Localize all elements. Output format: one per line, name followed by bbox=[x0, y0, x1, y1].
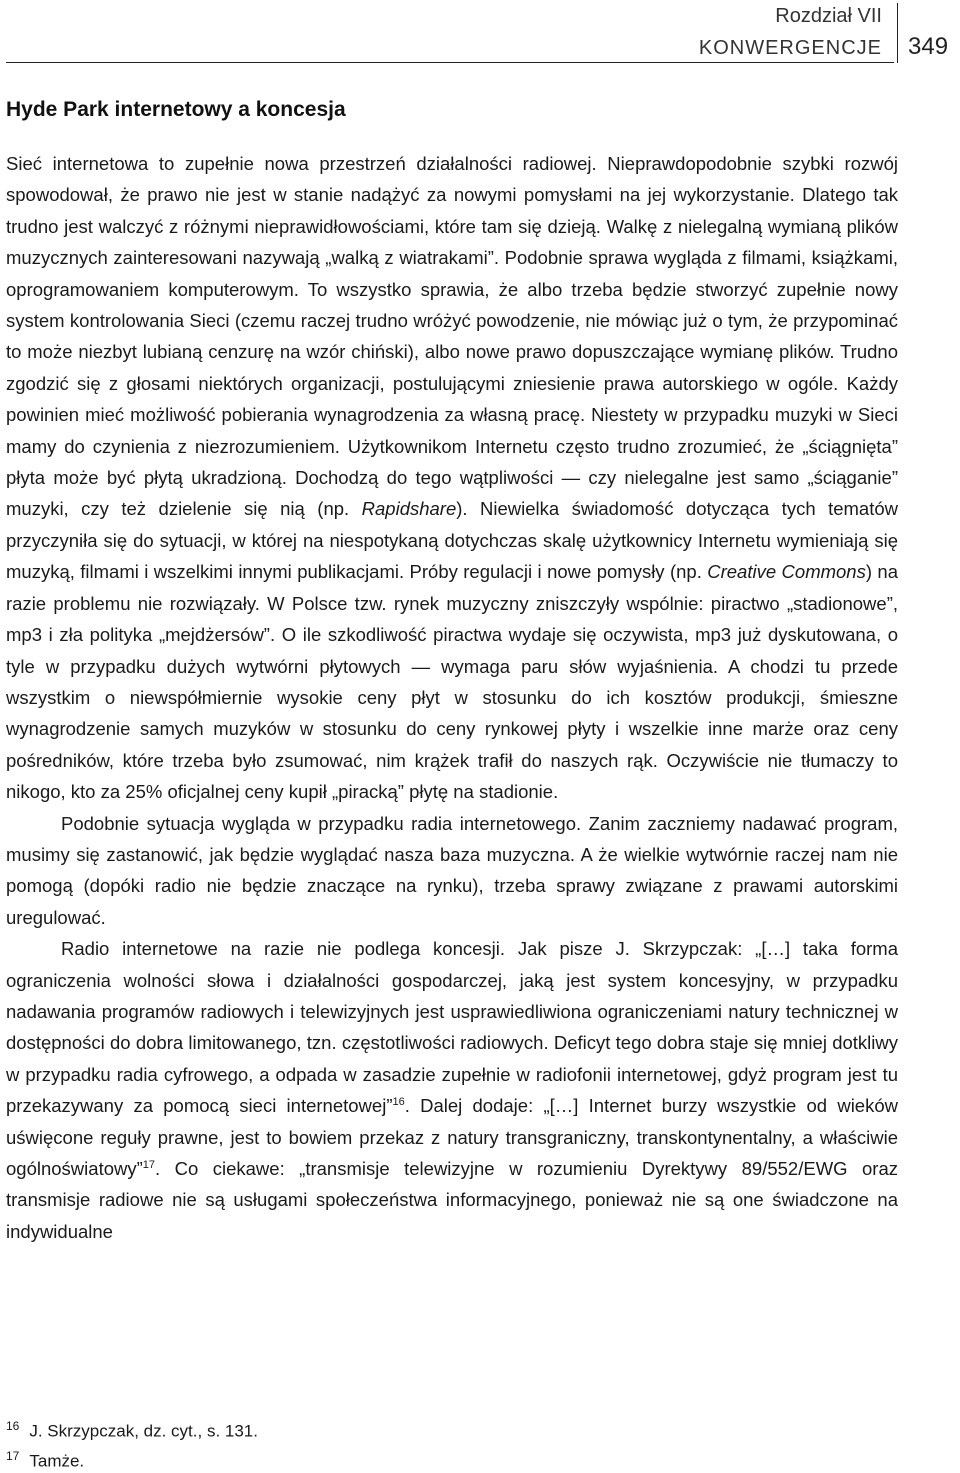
running-header bbox=[0, 0, 960, 70]
page-number: 349 bbox=[908, 33, 949, 60]
footnote-17 bbox=[6, 1444, 506, 1473]
footnote-16 bbox=[6, 1414, 506, 1444]
section-heading: Hyde Park internetowy a koncesja bbox=[6, 98, 346, 121]
footnote-number: 17 bbox=[6, 1448, 20, 1463]
section-label: KONWERGENCJE bbox=[698, 37, 882, 59]
footnote-ref-16: 16 bbox=[392, 1096, 405, 1109]
header-vertical-rule bbox=[897, 3, 898, 63]
italic-creative-commons: Creative Commons bbox=[707, 561, 866, 583]
footnotes bbox=[6, 1414, 506, 1473]
footnote-ref-17: 17 bbox=[142, 1158, 156, 1171]
paragraph-1: Sieć internetowa to zupełnie nowa przestrzeń działalności radiowej. Nieprawdopodobnie szybki rozwój spowodował, że prawo nie jest w stanie nadążyć za nowymi pomysłami na jej wykorzystanie. Dlatego tak trudno jest walczyć z różnymi nieprawidłowościami, które tam się dzieją. Walkę z nielegalną wymianą plików muzycznych zainteresowani nazywają „walką z wiatrakami”. Podobnie sprawa wygląda z filmami, książkami, oprogramowaniem komputerowym. To wszystko sprawia, że albo trzeba będzie stworzyć zupełnie nowy system kontrolowania Sieci (czemu raczej trudno wróżyć powodzenie, nie mówiąc już o tym, że przypominać to może niezbyt lubianą cenzurę na wzór chiński), albo nowe prawo dopuszczające wymianę plików. Trudno zgodzić się z głosami niektórych organizacji, postulującymi zniesienie prawa autorskiego w ogóle. Każdy powinien mieć możliwość pobierania wynagrodzenia za własną pracę. Niestety w przypadku muzyki w Sieci mamy do czynienia z niezrozumieniem. Użytkownikom Internetu często trudno zrozumieć, że „ściągnięta” płyta może być płytą ukradzioną. Dochodzą do tego wątpliwości — czy nielegalne jest samo „ściąganie” muzyki, czy też dzielenie się nią (np. Rapidshare). Niewielka świadomość dotycząca tych tematów przyczyniła się do sytuacji, w której na niespotykaną dotychczas skalę użytkownicy Internetu wymieniają się muzyką, filmami i wszelkimi innymi publikacjami. Próby regulacji i nowe pomysły (np. Creative Commons) na razie problemu nie rozwiązały. W Polsce tzw. rynek muzyczny zniszczyły wspólnie: piractwo „stadionowe”, mp3 i zła polityka „mejdżersów”. O ile szkodliwość piractwa wydaje się oczywista, mp3 już dyskutowana, o tyle w przypadku dużych wytwórni płytowych — wymaga paru słów wyjaśnienia. A chodzi tu przede wszystkim o niewspółmiernie wysokie ceny płyt w stosunku do ich kosztów produkcji, śmieszne wynagrodzenie samych muzyków w stosunku do ceny rynkowej płyty i wszelkie inne marże oraz ceny pośredników, które trzeba było zsumować, nim krążek trafił do naszych rąk. Oczywiście nie tłumaczy to nikogo, kto za 25% oficjalnej ceny kupił „piracką” płytę na stadionie. bbox=[6, 153, 898, 803]
paragraph-3: Radio internetowe na razie nie podlega koncesji. Jak pisze J. Skrzypczak: „[…] taka forma ograniczenia wolności słowa i działalności gospodarczej, jaką jest system koncesyjny, w przypadku nadawania programów radiowych i telewizyjnych jest usprawiedliwiona ograniczeniami natury technicznej w dostępności do dobra limitowanego, tzn. częstotliwości radiowych. Deficyt tego dobra staje się mniej dotkliwy w przypadku radia cyfrowego, a odpada w zasadzie zupełnie w radiofonii internetowej, gdyż program jest tu przekazywany za pomocą sieci internetowej”$^{16}$. Dalej dodaje: „[…] Internet burzy wszystkie od wieków uświęcone reguły prawne, jest to bowiem przekaz z natury transgraniczny, transkontynentalny, a właściwie ogólnoświatowy”$^{17}$. Co ciekawe: „transmisje telewizyjne w rozumieniu Dyrektywy 89/552/EWG oraz transmisje radiowe nie są usługami społeczeństwa informacyjnego, ponieważ nie są one świadczone na indywidualne bbox=[6, 938, 898, 1242]
chapter-label: Rozdział VII bbox=[775, 5, 882, 27]
italic-rapidshare: Rapidshare bbox=[361, 498, 457, 520]
footnote-text: Tamże. bbox=[29, 1451, 85, 1471]
footnote-number: 16 bbox=[6, 1419, 20, 1433]
body-text bbox=[6, 148, 898, 1247]
footnote-text: J. Skrzypczak, dz. cyt., s. 131. bbox=[29, 1421, 258, 1441]
paragraph-2: Podobnie sytuacja wygląda w przypadku radia internetowego. Zanim zaczniemy nadawać program, musimy się zastanowić, jak będzie wyglądać nasza baza muzyczna. A że wielkie wytwórnie raczej nam nie pomogą (dopóki radio nie będzie znaczące na rynku), trzeba sprawy związane z prawami autorskimi uregulować. bbox=[6, 812, 898, 928]
header-rule bbox=[6, 62, 894, 63]
